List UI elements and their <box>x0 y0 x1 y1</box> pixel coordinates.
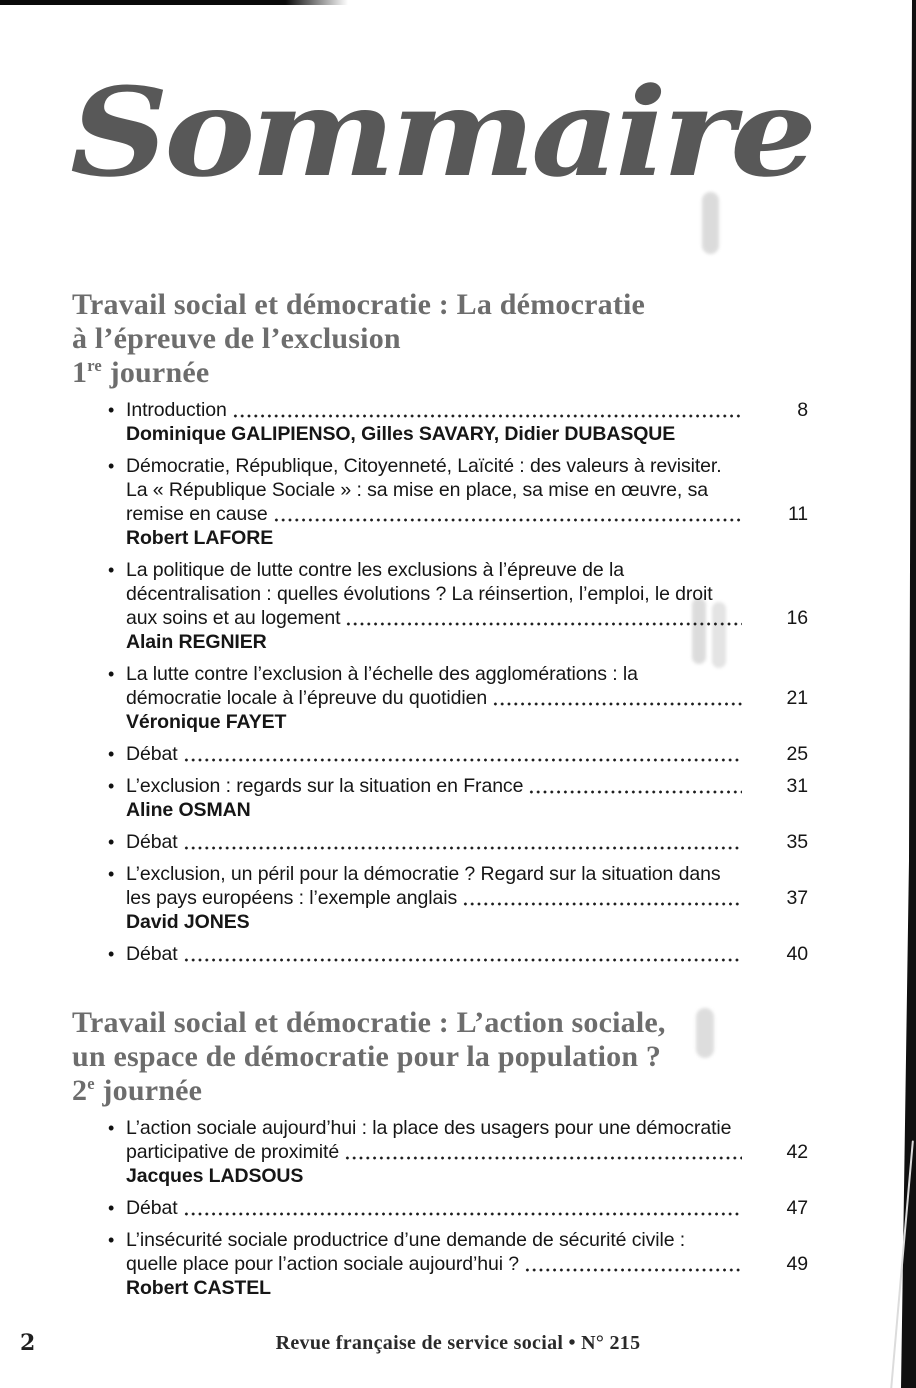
toc-item-content <box>126 774 808 822</box>
page-number: 11 <box>787 503 808 525</box>
footer-journal-title: Revue française de service social • N° 215 <box>275 1332 641 1354</box>
toc-line-text: Démocratie, République, Citoyenneté, Laïcité : des valeurs à revisiter. <box>126 455 722 477</box>
dot-leader <box>344 1155 742 1161</box>
toc-line-text: L’exclusion : regards sur la situation en France <box>126 775 524 797</box>
dot-leader <box>273 517 742 523</box>
toc-item-lines <box>126 1228 808 1276</box>
section-heading <box>72 1006 832 1108</box>
bullet-icon: • <box>108 1118 115 1138</box>
section-heading-line: Travail social et démocratie : L’action sociale, <box>72 1006 666 1039</box>
toc-line <box>126 830 808 854</box>
toc-line <box>126 1140 808 1164</box>
toc-item-lines <box>126 830 808 854</box>
toc-line-text: remise en cause <box>126 503 268 525</box>
toc-item <box>108 1116 808 1188</box>
dot-leader <box>345 621 742 627</box>
toc-authors: Aline OSMAN <box>126 799 251 821</box>
toc-item-lines <box>126 942 808 966</box>
toc-line-text: La « République Sociale » : sa mise en place, sa mise en œuvre, sa <box>126 479 708 501</box>
page-title: Sommaire <box>70 60 813 204</box>
toc-authors: Alain REGNIER <box>126 631 267 653</box>
toc-line <box>126 1252 808 1276</box>
toc-line-text: décentralisation : quelles évolutions ? La réinsertion, l’emploi, le droit <box>126 583 713 605</box>
section-heading <box>72 288 832 390</box>
page-number: 47 <box>786 1197 808 1219</box>
toc-item-content <box>126 662 808 734</box>
toc-authors: Robert CASTEL <box>126 1277 271 1299</box>
footer-page-number: 2 <box>20 1330 36 1356</box>
toc-item-content <box>126 1196 808 1220</box>
toc-item <box>108 662 808 734</box>
toc-item-lines <box>126 558 808 630</box>
page-number: 21 <box>786 687 808 709</box>
dot-leader <box>183 957 742 963</box>
toc-item-content <box>126 742 808 766</box>
toc-line-text: quelle place pour l’action sociale aujourd’hui ? <box>126 1253 520 1275</box>
toc-item <box>108 1196 808 1220</box>
toc-line <box>126 582 808 606</box>
scan-edge-top <box>0 0 348 5</box>
toc-item <box>108 774 808 822</box>
toc-line-text: Débat <box>126 831 178 853</box>
section-heading-line: à l’épreuve de l’exclusion <box>72 322 401 355</box>
toc-item-content <box>126 862 808 934</box>
toc-line-text: Introduction <box>126 399 227 421</box>
toc-item <box>108 862 808 934</box>
toc-line <box>126 1228 808 1252</box>
section-heading-line: un espace de démocratie pour la population ? <box>72 1040 662 1073</box>
section-day-label: 2e journée <box>72 1074 203 1107</box>
page-number: 49 <box>786 1253 808 1275</box>
toc-item-content <box>126 1116 808 1188</box>
toc-line <box>126 398 808 422</box>
toc-line <box>126 886 808 910</box>
dot-leader <box>524 1267 742 1273</box>
dot-leader <box>232 413 742 419</box>
toc-item-content <box>126 454 808 550</box>
dot-leader <box>183 757 742 763</box>
toc-item <box>108 558 808 654</box>
toc-item-lines <box>126 454 808 526</box>
section-day-label: 1re journée <box>72 356 210 389</box>
toc-line-text: L’action sociale aujourd’hui : la place des usagers pour une démocratie <box>126 1117 732 1139</box>
toc-item <box>108 1228 808 1300</box>
toc-line-text: La politique de lutte contre les exclusions à l’épreuve de la <box>126 559 624 581</box>
toc-line-text: Débat <box>126 743 178 765</box>
toc-authors: Robert LAFORE <box>126 527 274 549</box>
toc-item-lines <box>126 662 808 710</box>
toc-line <box>126 502 808 526</box>
toc-authors: Jacques LADSOUS <box>126 1165 304 1187</box>
toc-item-content <box>126 830 808 854</box>
toc-line <box>126 558 808 582</box>
page-number: 31 <box>786 775 808 797</box>
toc-line-text: participative de proximité <box>126 1141 340 1163</box>
toc-item <box>108 398 808 446</box>
bullet-icon: • <box>108 1230 115 1250</box>
dot-leader <box>183 845 742 851</box>
toc-line-text: démocratie locale à l’épreuve du quotidien <box>126 687 488 709</box>
toc-line <box>126 478 808 502</box>
toc-item-lines <box>126 1116 808 1164</box>
bullet-icon: • <box>108 944 115 964</box>
toc-authors: Véronique FAYET <box>126 711 287 733</box>
page-number: 37 <box>786 887 808 909</box>
toc-item-content <box>126 942 808 966</box>
toc-authors: David JONES <box>126 911 250 933</box>
toc-line <box>126 1196 808 1220</box>
toc-line <box>126 454 808 478</box>
page-number: 42 <box>786 1141 808 1163</box>
toc-item-lines <box>126 774 808 798</box>
bullet-icon: • <box>108 832 115 852</box>
dot-leader <box>492 701 742 707</box>
dot-leader <box>528 789 742 795</box>
bullet-icon: • <box>108 744 115 764</box>
page-number: 40 <box>786 943 808 965</box>
page-number: 25 <box>786 743 808 765</box>
bullet-icon: • <box>108 776 115 796</box>
toc-item <box>108 830 808 854</box>
toc-line-text: Débat <box>126 943 178 965</box>
toc-line <box>126 774 808 798</box>
footer <box>0 1330 916 1360</box>
toc-line <box>126 686 808 710</box>
toc-item-lines <box>126 862 808 910</box>
toc-line-text: La lutte contre l’exclusion à l’échelle des agglomérations : la <box>126 663 638 685</box>
bullet-icon: • <box>108 400 115 420</box>
toc-item <box>108 742 808 766</box>
toc-item-content <box>126 398 808 446</box>
dot-leader <box>462 901 742 907</box>
toc-line-text: L’exclusion, un péril pour la démocratie ? Regard sur la situation dans <box>126 863 721 885</box>
toc-item-lines <box>126 1196 808 1220</box>
toc-line-text: les pays européens : l’exemple anglais <box>126 887 458 909</box>
toc-line-text: Débat <box>126 1197 178 1219</box>
toc-item-content <box>126 1228 808 1300</box>
toc-authors: Dominique GALIPIENSO, Gilles SAVARY, Didier DUBASQUE <box>126 423 676 445</box>
toc-line <box>126 942 808 966</box>
bullet-icon: • <box>108 560 115 580</box>
section-heading-line: Travail social et démocratie : La démocratie <box>72 288 646 321</box>
toc-line-text: L’insécurité sociale productrice d’une demande de sécurité civile : <box>126 1229 686 1251</box>
toc-line-text: aux soins et au logement <box>126 607 341 629</box>
toc-item <box>108 454 808 550</box>
bullet-icon: • <box>108 664 115 684</box>
toc-line <box>126 662 808 686</box>
toc-item-content <box>126 558 808 654</box>
toc-item-lines <box>126 398 808 422</box>
dot-leader <box>183 1211 742 1217</box>
page-number: 16 <box>786 607 808 629</box>
toc-line <box>126 862 808 886</box>
bullet-icon: • <box>108 1198 115 1218</box>
page-number: 8 <box>797 399 808 421</box>
toc-item <box>108 942 808 966</box>
toc-line <box>126 742 808 766</box>
toc-list <box>108 1116 808 1308</box>
toc-line <box>126 1116 808 1140</box>
toc-list <box>108 398 808 974</box>
bullet-icon: • <box>108 456 115 476</box>
toc-item-lines <box>126 742 808 766</box>
page-number: 35 <box>786 831 808 853</box>
bullet-icon: • <box>108 864 115 884</box>
toc-line <box>126 606 808 630</box>
